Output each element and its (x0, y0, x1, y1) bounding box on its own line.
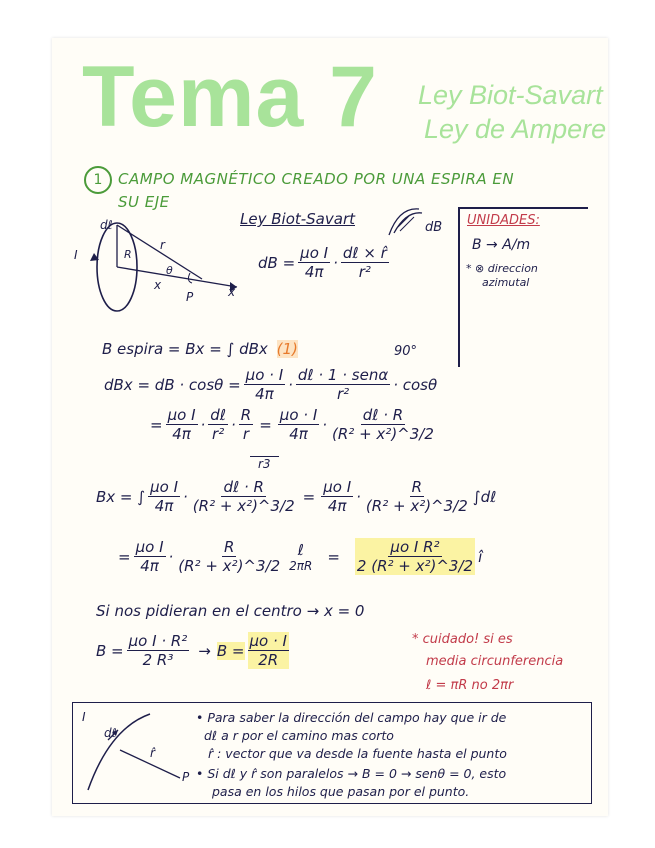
box-bullet1-line3: r̂ : vector que va desde la fuente hasta el punto (208, 746, 507, 761)
box-r-label: r̂ (150, 746, 155, 760)
frac-den: 2R (258, 651, 279, 669)
wire-direction-diagram (80, 708, 190, 798)
frac-den: 2 (R² + x²)^3/2 (356, 557, 474, 575)
frac-den: (R² + x²)^3/2 (192, 497, 295, 515)
frac-num: μo I · R² (128, 632, 188, 650)
frac-num: R (223, 538, 235, 556)
box-bullet2-line2: pasa en los hilos que pasan por el punto. (212, 784, 470, 799)
center-case-text: Si nos pidieran en el centro → x = 0 (96, 602, 365, 620)
units-divider-top (458, 207, 588, 209)
eq-sign: = (302, 487, 316, 506)
frac-den: 4π (154, 497, 174, 515)
dbx-equation: dBx = dB · cosθ = $\frac{\mu o \cdot I}{4\pi}$ · $\frac{\text{dℓ · 1 · senα}}{\text{r²}}$ · cosθ (104, 366, 438, 403)
diagram1-x-label: x (154, 278, 162, 292)
frac-num: μo I (300, 244, 329, 262)
frac-den: 4π (327, 497, 347, 515)
frac-num: dℓ · R (223, 478, 264, 496)
angle-90-annotation: 90° (394, 344, 418, 359)
center-equation (96, 632, 292, 669)
section-number-badge (84, 166, 112, 194)
diagram1-theta-label: θ (166, 264, 173, 277)
bx-lhs: Bx = ∫ (96, 487, 146, 506)
frac-den: 4π (255, 385, 274, 403)
frac-den: r² (336, 385, 350, 403)
frac-num: dℓ · R (362, 406, 404, 424)
frac-den: r² (358, 263, 371, 281)
subtitle-biot-savart: Ley Biot-Savart (418, 80, 603, 110)
section-heading-line2: SU EJE (118, 193, 170, 211)
integral-dl: ∫dℓ (472, 487, 497, 506)
note-line1: * cuidado! si es (412, 632, 513, 647)
simplified-equation: = $\frac{\text{μo I}}{4\pi}$ · $\frac{\text{dℓ}}{\text{r²}}$ · $\frac{R}{r}$ = $\frac{\mu o \cdot I}{4\pi}$ · $\frac{\text{dℓ · R}}{\text{(R² + x²)\textasciicircum{}3/2}}$ (150, 406, 434, 443)
frac-num: R (240, 406, 252, 424)
note-line2: media circunferencia (426, 654, 564, 669)
diagram1-point-label: P (186, 290, 194, 304)
frac-den: 4π (289, 425, 308, 443)
units-header: UNIDADES: (467, 213, 540, 228)
bx-integral-equation: Bx = ∫ $\frac{\text{μo I}}{4\pi}$ · $\frac{\text{dℓ · R}}{\text{(R² + x²)\textasciicircum{}3/2}}$ = $\frac{\text{μo I}}{4\pi}$ · $\frac{R}{\text{(R² + x²)\textasciicircum{}3/2}}$ ∫dℓ (96, 478, 497, 515)
diagram1-dl-label: dℓ (100, 218, 113, 232)
frac-num: μo I (135, 538, 164, 556)
eq-sign: = (118, 547, 131, 566)
box-bullet2-line1: • Si dℓ y r̂ son paralelos → B = 0 → senθ = 0, esto (196, 766, 507, 781)
section-number: 1 (93, 172, 103, 188)
b-lhs: B = (96, 641, 124, 660)
box-current-label: I (82, 710, 86, 724)
units-line3: azimutal (482, 276, 530, 289)
diagram1-radius-label: R (124, 248, 132, 261)
ell-symbol: ℓ (297, 540, 304, 559)
frac-den: r (242, 425, 250, 443)
diagram1-r-label: r (160, 238, 165, 252)
subtitle-ampere: Ley de Ampere (424, 114, 607, 144)
b-espira-equation (102, 340, 298, 358)
box-point-label: P (182, 770, 190, 784)
frac-num: μo I (150, 478, 179, 496)
frac-num: dℓ (210, 406, 226, 424)
wire-sketch-icon (384, 205, 424, 239)
note-line3: ℓ = πR no 2πr (426, 678, 514, 693)
units-line1: B → A/m (472, 237, 531, 253)
frac-num: μo · I (279, 406, 318, 424)
units-line2: * ⊗ direccion (466, 262, 538, 275)
frac-den: (R² + x²)^3/2 (178, 557, 281, 575)
frac-num: μo I R² (390, 538, 440, 556)
biot-savart-equation: dB = $\frac{\text{μo I}}{4\pi}$ · $\frac{\text{dℓ × r̂}}{\text{r²}}$ (258, 244, 387, 281)
diagram1-current-label: I (74, 248, 78, 262)
eq-sign: = (259, 415, 272, 434)
b-espira-text: B espira = Bx = ∫ dBx (102, 340, 268, 358)
eq-sign: = (327, 547, 340, 566)
i-hat: î (478, 547, 483, 566)
b2-lhs: B = (216, 641, 245, 660)
two-pi-r: 2πR (289, 558, 313, 573)
frac-num: dℓ × r̂ (342, 244, 387, 262)
frac-den: r² (212, 425, 225, 443)
box-dl-label: dℓ (104, 726, 117, 740)
frac-num: μo · I (249, 632, 287, 650)
r3-underbrace: r3 (250, 456, 279, 471)
frac-den: 4π (304, 263, 324, 281)
frac-num: dℓ · 1 · senα (297, 366, 389, 384)
diagram1-axis-label: x (228, 285, 236, 299)
loop-axis-diagram (72, 215, 252, 320)
frac-den: 4π (140, 557, 159, 575)
units-divider (458, 207, 460, 367)
frac-den: (R² + x²)^3/2 (365, 497, 468, 515)
page-title: Tema 7 (82, 49, 378, 145)
dbx-lhs: dBx = dB · cosθ = (104, 375, 241, 394)
eq-sign: = (150, 415, 163, 434)
section-heading-line1: CAMPO MAGNÉTICO CREADO POR UNA ESPIRA EN (118, 170, 515, 188)
db-vector-label: dB (425, 220, 443, 235)
bx-result-equation: = $\frac{\text{μo I}}{4\pi}$ · $\frac{R}{\text{(R² + x²)\textasciicircum{}3/2}}$ ℓ 2πR = $\frac{\text{μo I R²}}{\text{2 (R² + x²)\textasciicircum{}3/2}}$ î (118, 538, 483, 575)
box-bullet1-line1: • Para saber la dirección del campo hay que ir de (196, 710, 507, 725)
frac-den: 4π (172, 425, 191, 443)
frac-den: (R² + x²)^3/2 (332, 425, 434, 443)
frac-num: μo I (167, 406, 196, 424)
equation-tag: (1) (276, 340, 298, 358)
frac-num: R (411, 478, 423, 496)
frac-num: μo · I (245, 366, 284, 384)
law-label: Ley Biot-Savart (240, 210, 355, 228)
cos-term: · cosθ (393, 375, 438, 394)
frac-den: 2 R³ (142, 651, 174, 669)
box-bullet1-line2: dℓ a r por el camino mas corto (204, 728, 394, 743)
frac-num: μo I (323, 478, 352, 496)
arrow: → (198, 641, 211, 660)
db-lhs: dB = (258, 253, 296, 272)
